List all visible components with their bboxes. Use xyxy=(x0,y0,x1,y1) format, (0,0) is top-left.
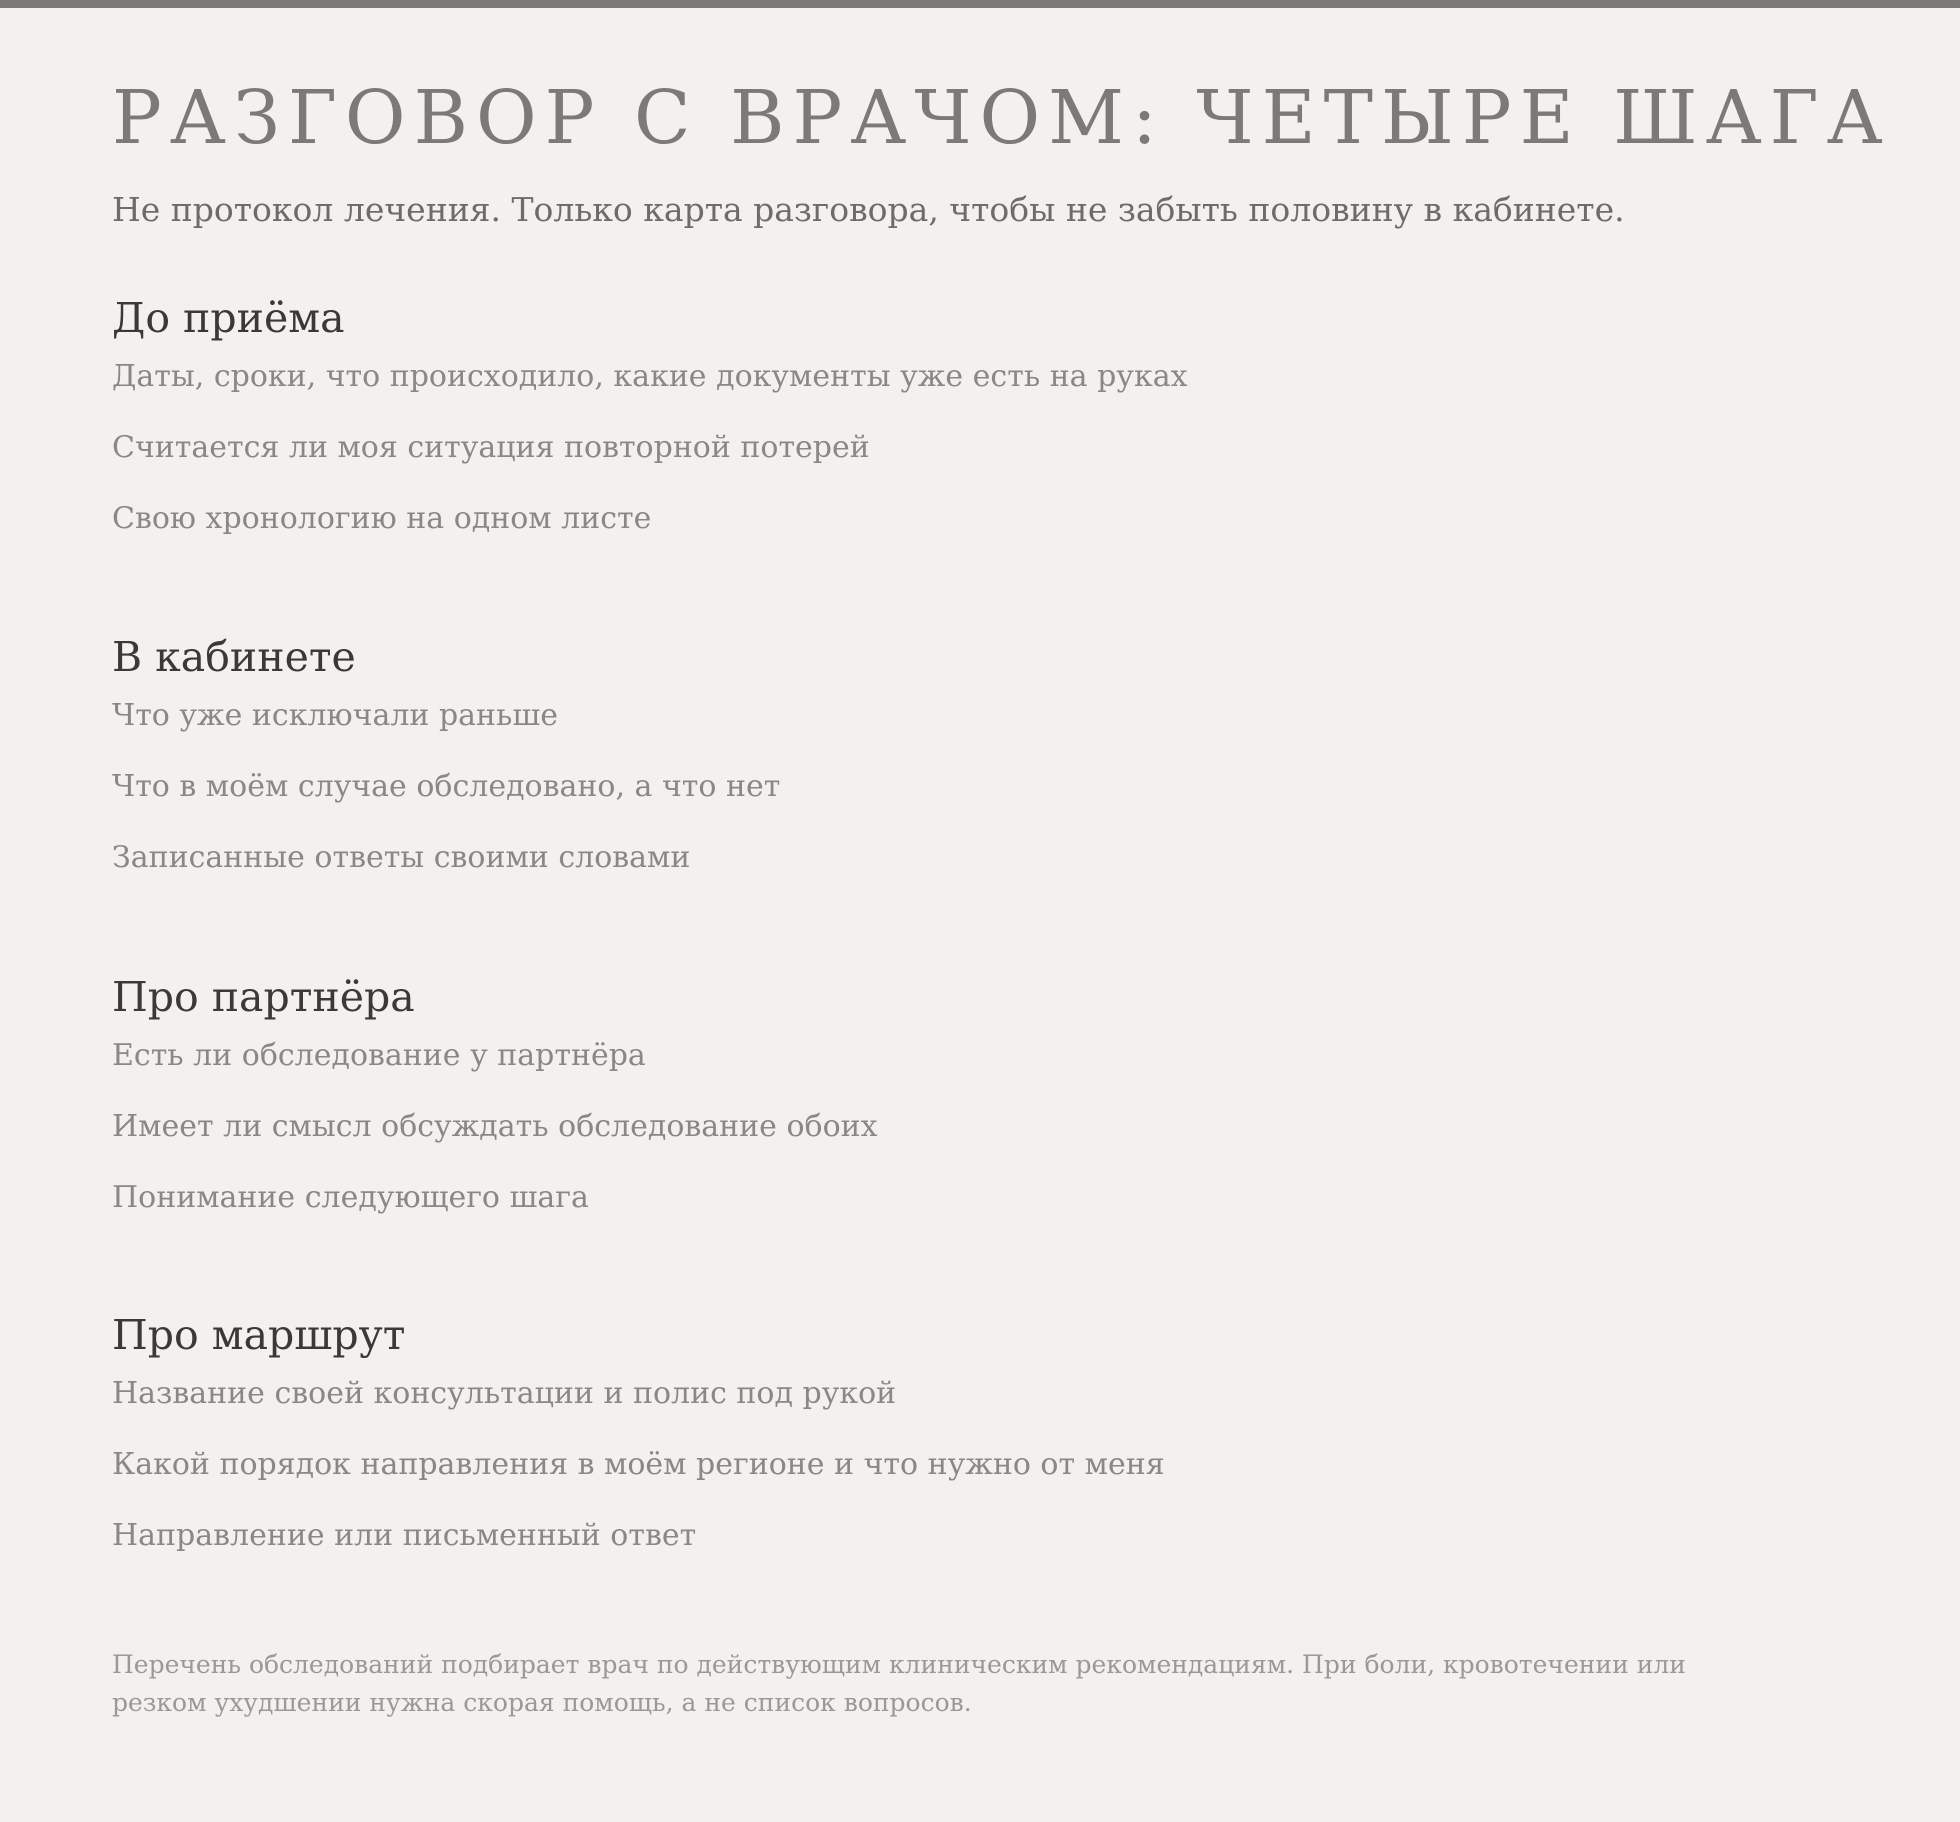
section-title: До приёма xyxy=(112,294,345,342)
list-item: Свою хронологию на одном листе xyxy=(112,501,652,536)
list-item: Имеет ли смысл обсуждать обследование обоих xyxy=(112,1109,878,1144)
section-route xyxy=(112,1309,1165,1587)
page xyxy=(0,8,1960,1822)
section-partner xyxy=(112,971,878,1249)
section-before-appointment xyxy=(112,292,1188,570)
list-item: Что в моём случае обследовано, а что нет xyxy=(112,769,781,804)
page-subtitle: Не протокол лечения. Только карта разговора, чтобы не забыть половину в кабинете. xyxy=(112,190,1625,229)
footnote: Перечень обследований подбирает врач по действующим клиническим рекомендациям. При боли, кровотечении или резком ухудшении нужна скорая помощь, а не список вопросов. xyxy=(112,1650,1686,1717)
section-title: В кабинете xyxy=(112,633,356,681)
list-item: Есть ли обследование у партнёра xyxy=(112,1038,646,1073)
list-item: Какой порядок направления в моём регионе и что нужно от меня xyxy=(112,1447,1165,1482)
item-list xyxy=(112,1374,1165,1587)
list-item: Понимание следующего шага xyxy=(112,1180,589,1215)
section-title: Про маршрут xyxy=(112,1311,406,1359)
page-title: РАЗГОВОР С ВРАЧОМ: ЧЕТЫРЕ ШАГА xyxy=(112,75,1891,161)
item-list xyxy=(112,1036,878,1249)
list-item: Считается ли моя ситуация повторной потерей xyxy=(112,430,870,465)
list-item: Даты, сроки, что происходило, какие документы уже есть на руках xyxy=(112,359,1188,394)
list-item: Что уже исключали раньше xyxy=(112,698,559,733)
item-list xyxy=(112,357,1188,570)
list-item: Название своей консультации и полис под рукой xyxy=(112,1376,897,1411)
item-list xyxy=(112,696,780,909)
section-title: Про партнёра xyxy=(112,973,415,1021)
list-item: Направление или письменный ответ xyxy=(112,1518,697,1553)
section-in-office xyxy=(112,631,780,909)
list-item: Записанные ответы своими словами xyxy=(112,840,691,875)
